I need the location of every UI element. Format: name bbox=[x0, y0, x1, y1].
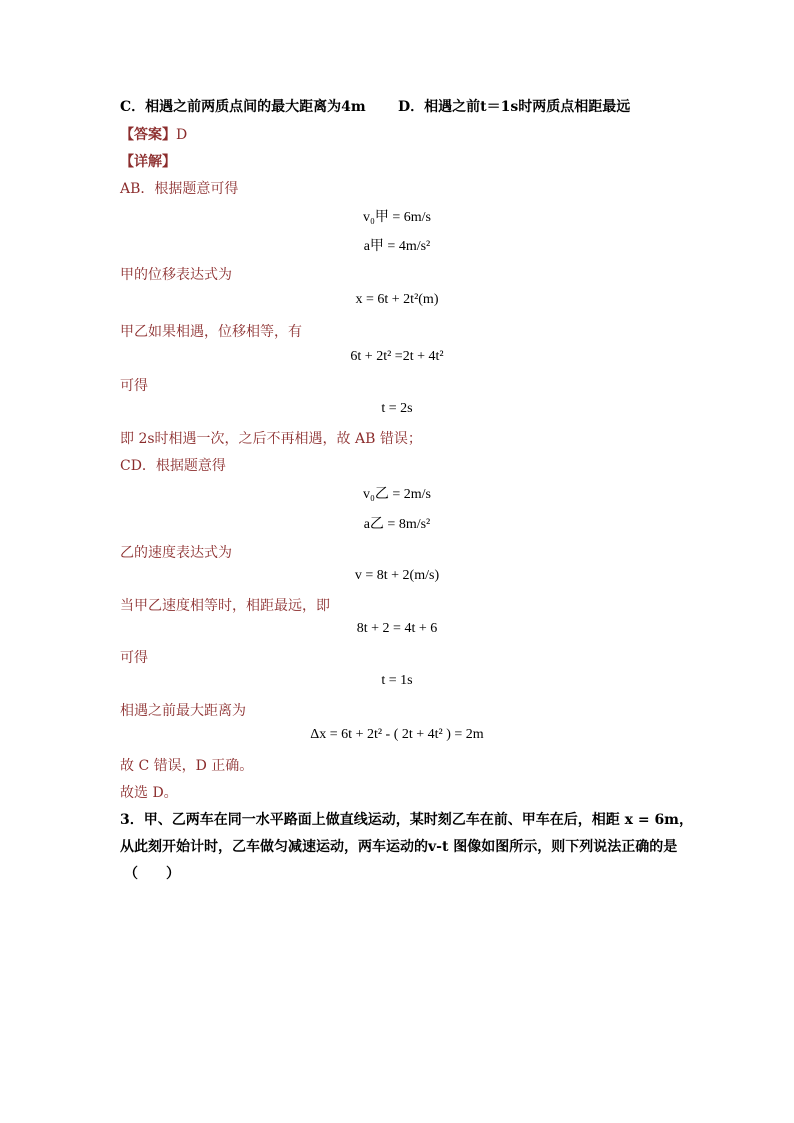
equal-speed-text: 当甲乙速度相等时，相距最远，即 bbox=[120, 598, 330, 614]
meet-text: 甲乙如果相遇，位移相等，有 bbox=[120, 324, 302, 340]
eq-t2: t = 2s bbox=[381, 401, 413, 416]
final-answer: 故选 D。 bbox=[120, 785, 178, 801]
answer-line bbox=[120, 124, 187, 144]
eq-x: x = 6t + 2t²(m) bbox=[355, 292, 439, 307]
cd-intro: CD．根据题意得 bbox=[120, 458, 226, 474]
cd-conclusion: 故 C 错误，D 正确。 bbox=[120, 758, 254, 774]
jia-displacement-text: 甲的位移表达式为 bbox=[120, 267, 232, 283]
eq-equal: 8t + 2 = 4t + 6 bbox=[356, 621, 438, 636]
option-d: D．相遇之前t＝1s时两质点相距最远 bbox=[398, 99, 631, 115]
eq-t1: t = 1s bbox=[381, 673, 413, 688]
eq-meet: 6t + 2t² =2t + 4t² bbox=[350, 349, 444, 364]
answer-value: D bbox=[176, 127, 188, 143]
eq-v0-jia: v₀甲 = 6m/s bbox=[362, 210, 431, 225]
eq-a-yi: a乙 = 8m/s² bbox=[363, 517, 431, 532]
question3-line1: 3．甲、乙两车在同一水平路面上做直线运动，某时刻乙车在前、甲车在后，相距 x = 6m， bbox=[120, 812, 693, 828]
ab-conclusion: 即 2s时相遇一次，之后不再相遇，故 AB 错误； bbox=[120, 431, 422, 447]
question3-line3: （ ） bbox=[124, 866, 180, 882]
answer-label: 【答案】 bbox=[120, 127, 176, 143]
ke-de-1: 可得 bbox=[120, 378, 148, 394]
option-c: C．相遇之前两质点间的最大距离为4m bbox=[120, 99, 366, 115]
ab-intro: AB．根据题意可得 bbox=[120, 181, 239, 197]
yi-velocity-text: 乙的速度表达式为 bbox=[120, 545, 232, 561]
explanation-label: 【详解】 bbox=[120, 154, 176, 170]
question3-line2: 从此刻开始计时，乙车做匀减速运动，两车运动的v-t 图像如图所示，则下列说法正确的是 bbox=[120, 839, 678, 855]
eq-dx: Δx = 6t + 2t² - ( 2t + 4t² ) = 2m bbox=[310, 727, 484, 742]
eq-v: v = 8t + 2(m/s) bbox=[354, 568, 440, 583]
eq-v0-yi: v₀乙 = 2m/s bbox=[362, 487, 431, 502]
eq-a-jia: a甲 = 4m/s² bbox=[363, 239, 431, 254]
ke-de-2: 可得 bbox=[120, 650, 148, 666]
max-dist-text: 相遇之前最大距离为 bbox=[120, 703, 246, 719]
